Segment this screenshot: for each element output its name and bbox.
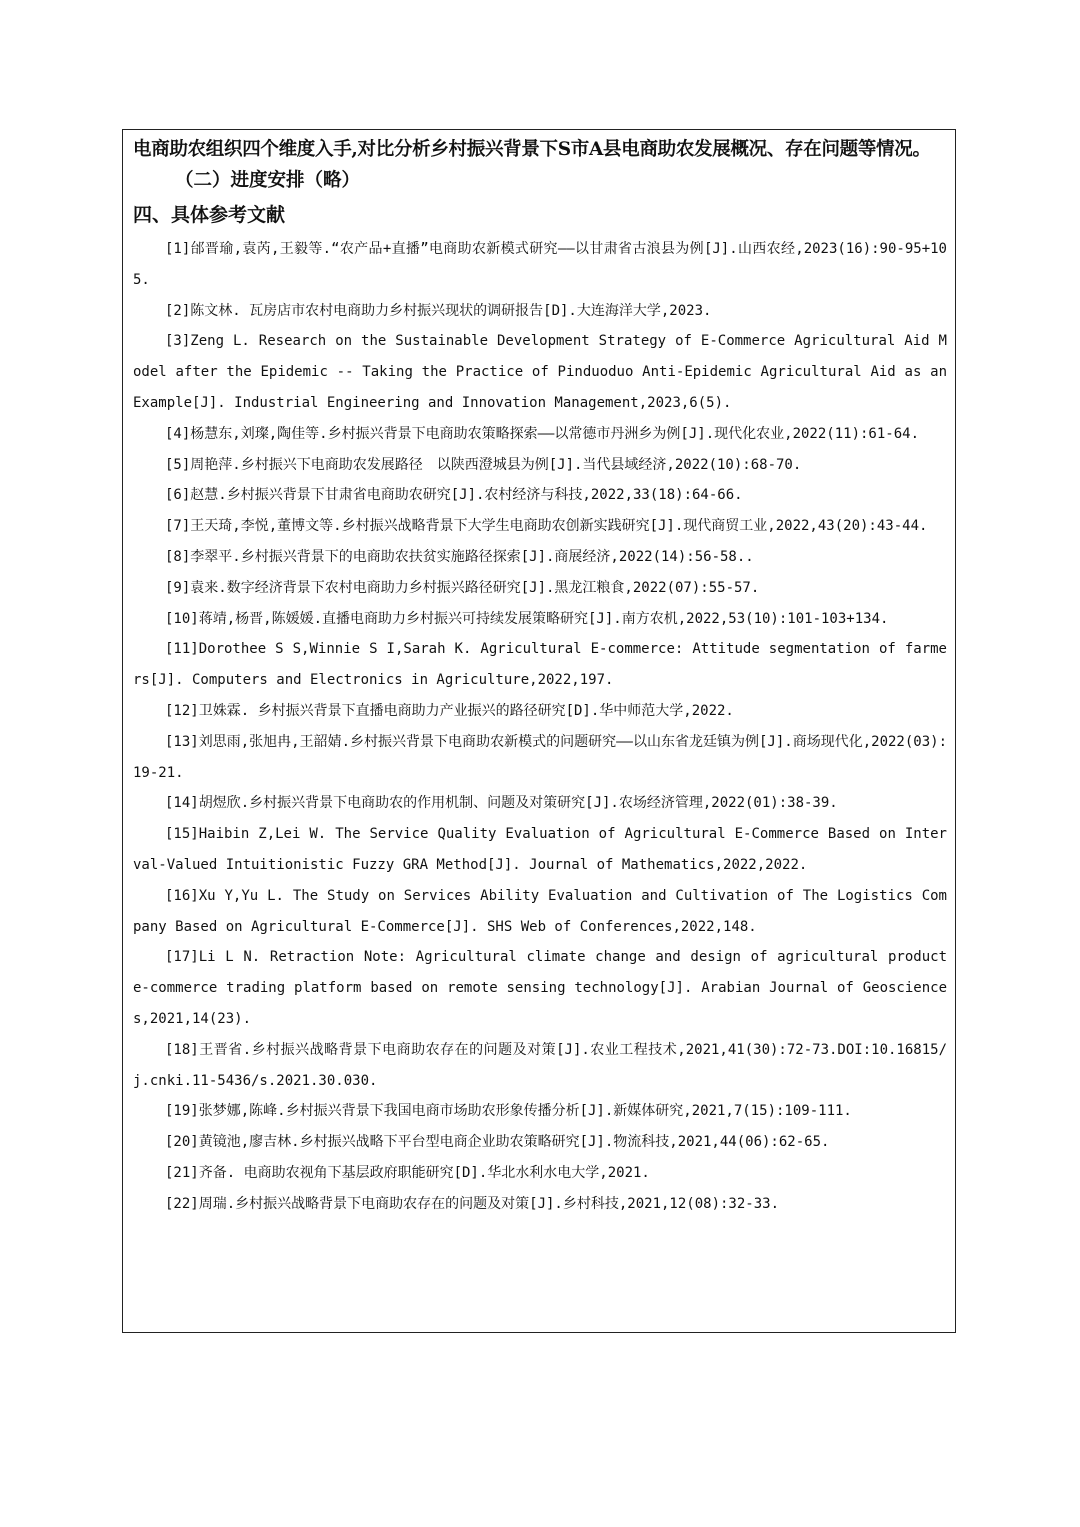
reference-item: [16]Xu Y,Yu L. The Study on Services Ability Evaluation and Cultivation of The Logistics Company Based on Agricultural E-Commerce[J]. SHS Web of Conferences,2022,148. — [133, 887, 947, 935]
reference-item: [21]齐备. 电商助农视角下基层政府职能研究[D].华北水利水电大学,2021. — [165, 1164, 650, 1181]
reference-item: [2]陈文林. 瓦房店市农村电商助力乡村振兴现状的调研报告[D].大连海洋大学,2023. — [165, 302, 712, 319]
reference-item: [9]袁来.数字经济背景下农村电商助力乡村振兴路径研究[J].黑龙江粮食,2022(07):55-57. — [165, 579, 760, 596]
reference-item: [8]李翠平.乡村振兴背景下的电商助农扶贫实施路径探索[J].商展经济,2022(14):56-58.. — [165, 548, 754, 565]
reference-item: [22]周瑞.乡村振兴战略背景下电商助农存在的问题及对策[J].乡村科技,2021,12(08):32-33. — [165, 1195, 780, 1212]
schedule-heading: （二）进度安排（略） — [175, 170, 361, 191]
reference-item: [3]Zeng L. Research on the Sustainable Development Strategy of E-Commerce Agricultural Aid Model after the Epidemic -- Taking the Practice of Pinduoduo Anti-Epidemic Agricultural Aid as an Example[J]. Industrial Engineering and Innovation Management,2023,6(5). — [133, 333, 947, 411]
reference-item: [18]王晋省.乡村振兴战略背景下电商助农存在的问题及对策[J].农业工程技术,2021,41(30):72-73.DOI:10.16815/j.cnki.11-5436/s.2021.30.030. — [133, 1041, 947, 1089]
intro-paragraph: 电商助农组织四个维度入手,对比分析乡村振兴背景下S市A县电商助农发展概况、存在问题等情况。 — [133, 139, 931, 160]
reference-item: [19]张梦娜,陈峰.乡村振兴背景下我国电商市场助农形象传播分析[J].新媒体研究,2021,7(15):109-111. — [165, 1103, 852, 1120]
reference-item: [4]杨慧东,刘璨,陶佳等.乡村振兴背景下电商助农策略探索——以常德市丹洲乡为例[J].现代化农业,2022(11):61-64. — [165, 425, 920, 442]
document-content — [133, 134, 947, 1220]
references-heading: 四、具体参考文献 — [133, 204, 286, 226]
reference-item: [6]赵慧.乡村振兴背景下甘肃省电商助农研究[J].农村经济与科技,2022,33(18):64-66. — [165, 487, 743, 504]
reference-item: [14]胡煜欣.乡村振兴背景下电商助农的作用机制、问题及对策研究[J].农场经济管理,2022(01):38-39. — [165, 795, 838, 812]
reference-item: [13]刘思雨,张旭冉,王韶婧.乡村振兴背景下电商助农新模式的问题研究——以山东省龙廷镇为例[J].商场现代化,2022(03):19-21. — [133, 733, 947, 781]
reference-item: [10]蒋靖,杨晋,陈媛媛.直播电商助力乡村振兴可持续发展策略研究[J].南方农机,2022,53(10):101-103+134. — [165, 610, 889, 627]
reference-item: [12]卫姝霖. 乡村振兴背景下直播电商助力产业振兴的路径研究[D].华中师范大学,2022. — [165, 702, 734, 719]
reference-item: [17]Li L N. Retraction Note: Agricultural climate change and design of agricultural product e-commerce trading platform based on remote sensing technology[J]. Arabian Journal of Geosciences,2021,14(23). — [133, 949, 947, 1027]
reference-item: [5]周艳萍.乡村振兴下电商助农发展路径 以陕西澄城县为例[J].当代县域经济,2022(10):68-70. — [165, 456, 802, 473]
reference-item: [1]邰晋瑜,袁芮,王毅等.“农产品+直播”电商助农新模式研究——以甘肃省古浪县为例[J].山西农经,2023(16):90-95+105. — [133, 241, 947, 288]
reference-item: [20]黄镜池,廖吉林.乡村振兴战略下平台型电商企业助农策略研究[J].物流科技,2021,44(06):62-65. — [165, 1134, 830, 1151]
reference-item: [15]Haibin Z,Lei W. The Service Quality Evaluation of Agricultural E-Commerce Based on Interval-Valued Intuitionistic Fuzzy GRA Method[J]. Journal of Mathematics,2022,2022. — [133, 826, 947, 873]
document-frame — [122, 129, 956, 1333]
reference-item: [11]Dorothee S S,Winnie S I,Sarah K. Agricultural E-commerce: Attitude segmentation of farmers[J]. Computers and Electronics in Agriculture,2022,197. — [133, 641, 947, 689]
reference-item: [7]王天琦,李悦,董博文等.乡村振兴战略背景下大学生电商助农创新实践研究[J].现代商贸工业,2022,43(20):43-44. — [165, 518, 928, 535]
reference-list — [133, 234, 947, 1220]
